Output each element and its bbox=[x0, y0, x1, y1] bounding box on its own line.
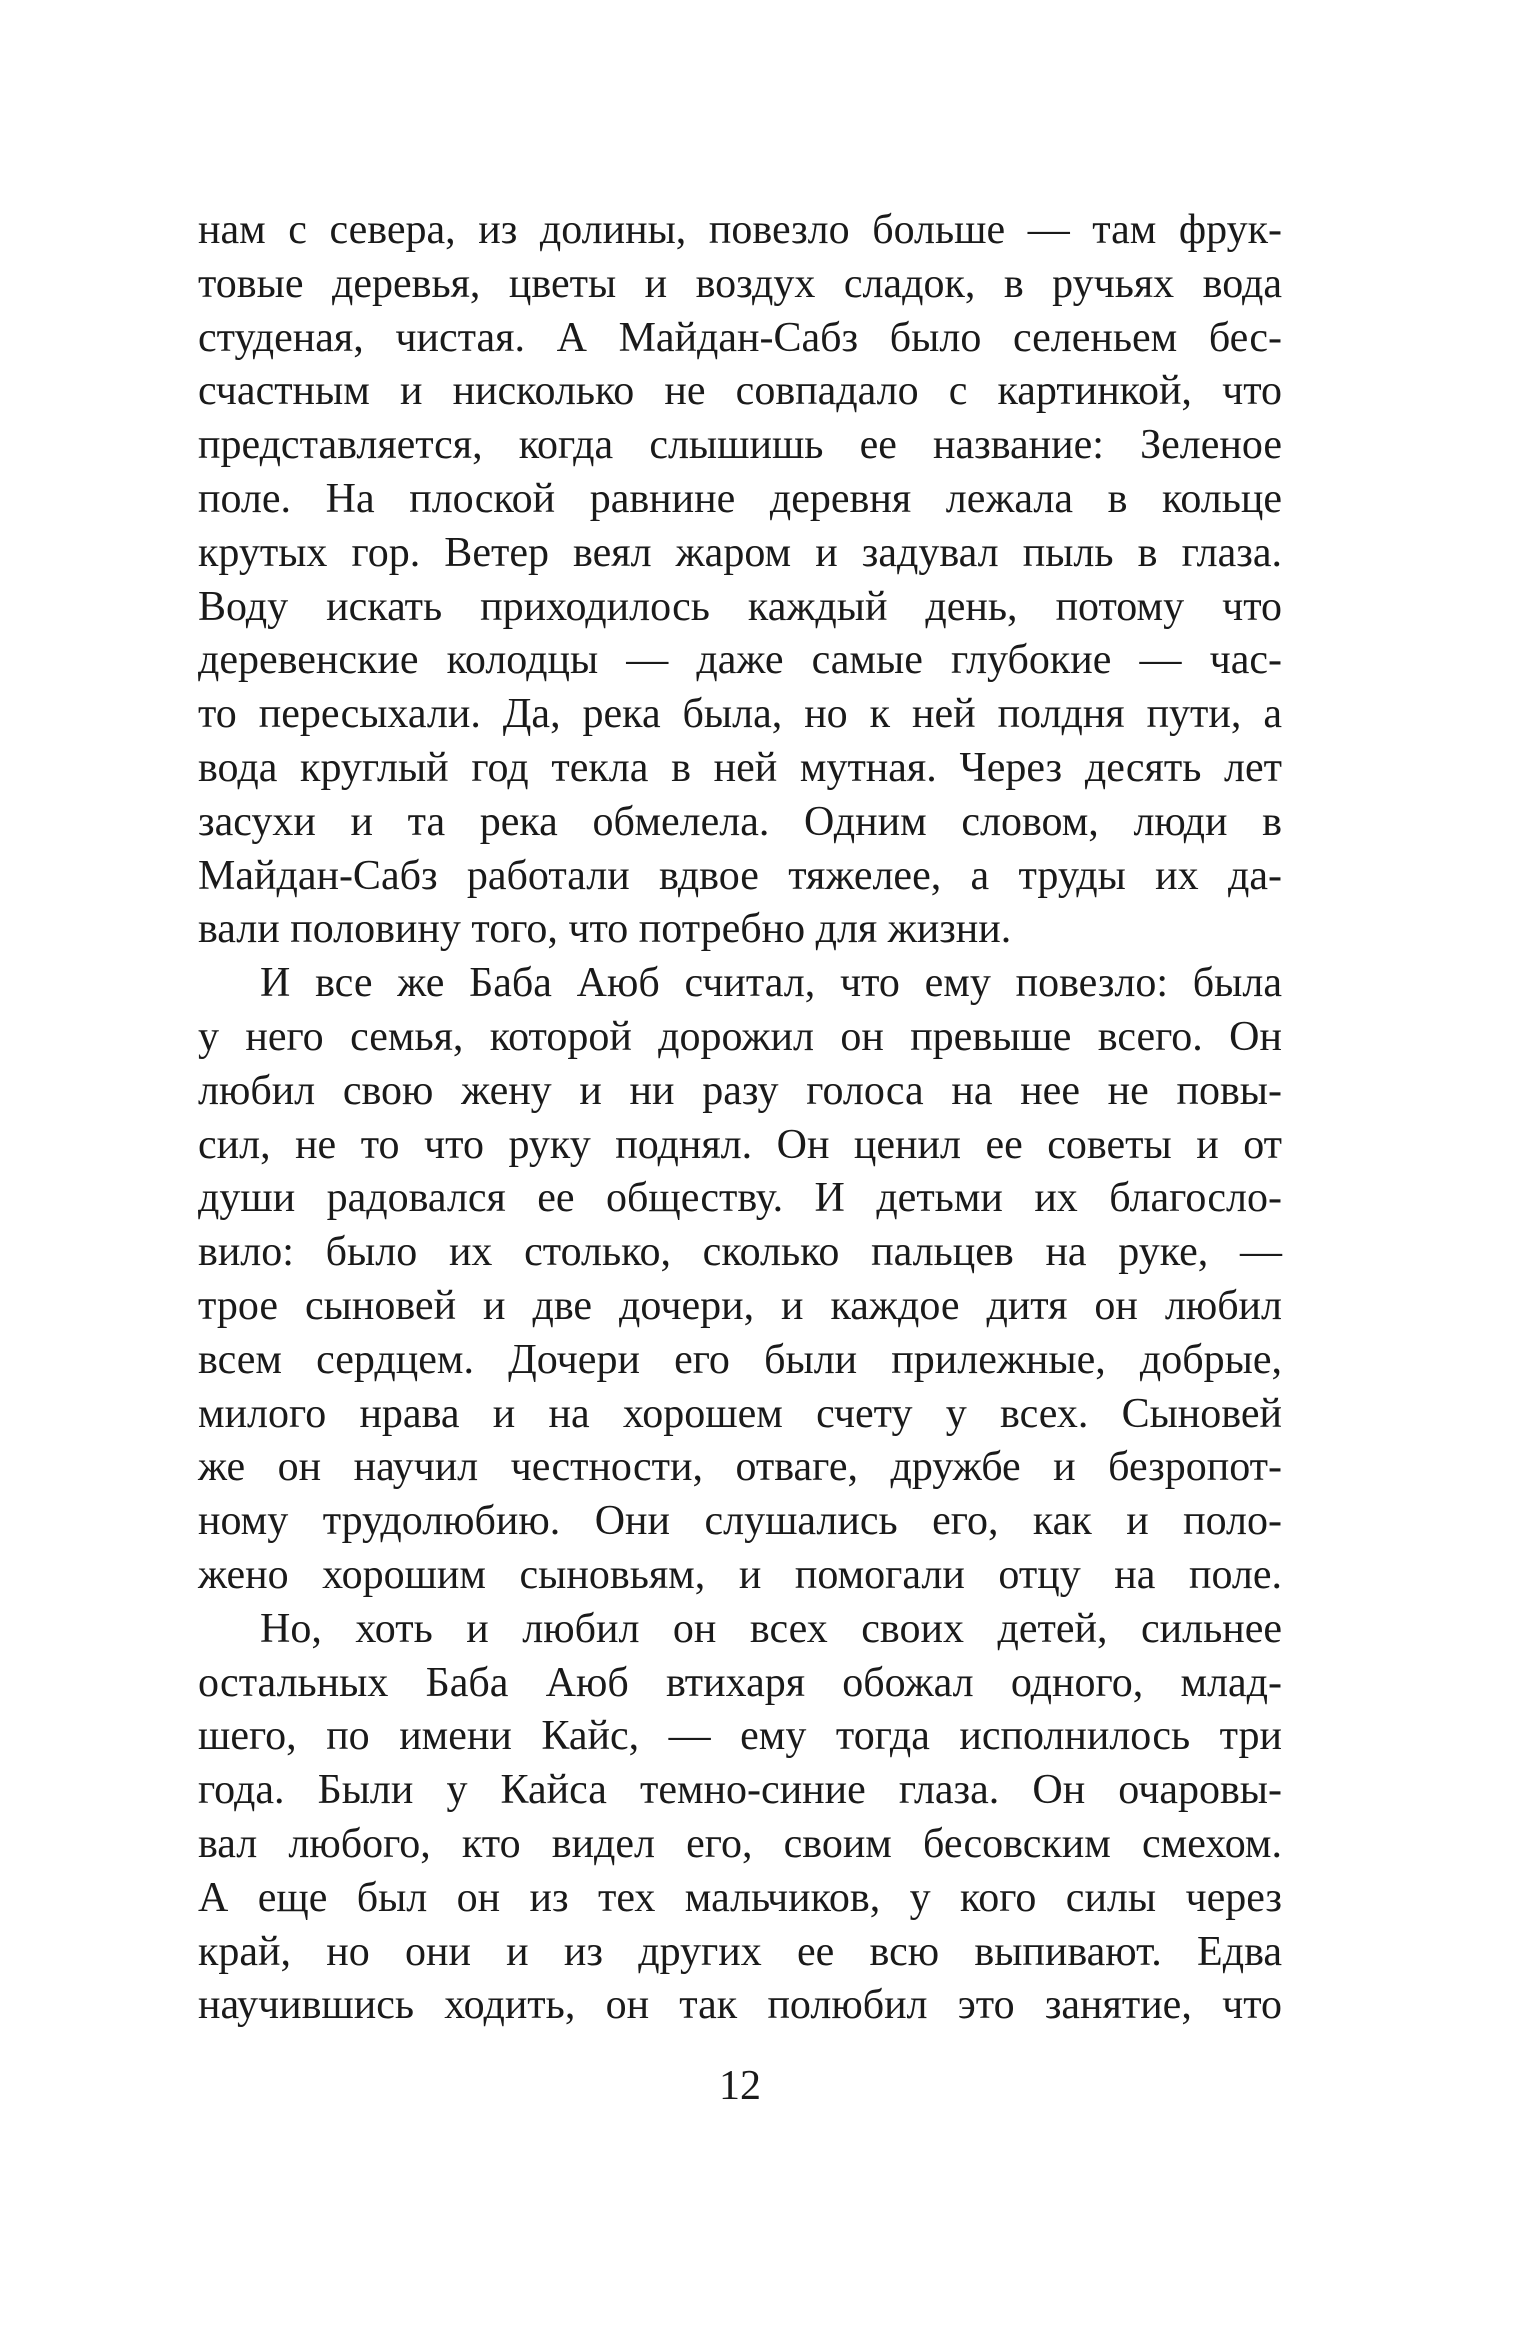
text-line: Воду искать приходилось каждый день, потому что bbox=[198, 583, 1282, 630]
text-line: остальных Баба Аюб втихаря обожал одного, млад- bbox=[198, 1659, 1282, 1706]
text-line: трое сыновей и две дочери, и каждое дитя он любил bbox=[198, 1282, 1282, 1329]
text-line: сил, не то что руку поднял. Он ценил ее советы и от bbox=[198, 1121, 1282, 1168]
text-line: счастным и нисколько не совпадало с картинкой, что bbox=[198, 368, 1282, 415]
text-line: Майдан-Сабз работали вдвое тяжелее, а труды их да- bbox=[198, 852, 1282, 899]
text-line: души радовался ее обществу. И детьми их благосло- bbox=[198, 1175, 1282, 1222]
text-line: вило: было их столько, сколько пальцев на руке, — bbox=[198, 1229, 1282, 1276]
text-line: милого нрава и на хорошем счету у всех. Сыновей bbox=[198, 1390, 1282, 1437]
text-line: край, но они и из других ее всю выпивают. Едва bbox=[198, 1928, 1282, 1975]
page-number: 12 bbox=[719, 2063, 761, 2109]
text-line: любил свою жену и ни разу голоса на нее не повы- bbox=[198, 1067, 1282, 1114]
text-line: у него семья, которой дорожил он превыше всего. Он bbox=[198, 1013, 1282, 1060]
text-line: вал любого, кто видел его, своим бесовским смехом. bbox=[198, 1820, 1282, 1867]
text-line: шего, по имени Кайс, — ему тогда исполнилось три bbox=[198, 1713, 1282, 1760]
text-line: же он научил честности, отваге, дружбе и безропот- bbox=[198, 1444, 1282, 1491]
text-line: то пересыхали. Да, река была, но к ней полдня пути, а bbox=[198, 691, 1282, 738]
text-line: засухи и та река обмелела. Одним словом, люди в bbox=[198, 798, 1282, 845]
text-line: товые деревья, цветы и воздух сладок, в ручьях вода bbox=[198, 260, 1282, 307]
text-line: крутых гор. Ветер веял жаром и задувал пыль в глаза. bbox=[198, 529, 1282, 576]
text-line: представляется, когда слышишь ее название: Зеленое bbox=[198, 422, 1282, 469]
text-line: деревенские колодцы — даже самые глубокие — час- bbox=[198, 637, 1282, 684]
text-line: жено хорошим сыновьям, и помогали отцу на поле. bbox=[198, 1551, 1282, 1598]
text-line: года. Были у Кайса темно-синие глаза. Он очаровы- bbox=[198, 1767, 1282, 1814]
text-line: ному трудолюбию. Они слушались его, как и поло- bbox=[198, 1498, 1282, 1545]
text-line: научившись ходить, он так полюбил это занятие, что bbox=[198, 1982, 1282, 2029]
text-line: И все же Баба Аюб считал, что ему повезло: была bbox=[260, 960, 1282, 1007]
text-line: А еще был он из тех мальчиков, у кого силы через bbox=[198, 1874, 1282, 1921]
text-line: вали половину того, что потребно для жизни. bbox=[198, 906, 1012, 953]
text-line: Но, хоть и любил он всех своих детей, сильнее bbox=[260, 1605, 1282, 1652]
text-line: нам с севера, из долины, повезло больше — там фрук- bbox=[198, 207, 1282, 253]
text-line: всем сердцем. Дочери его были прилежные, добрые, bbox=[198, 1336, 1282, 1383]
text-line: поле. На плоской равнине деревня лежала в кольце bbox=[198, 475, 1282, 522]
body-text bbox=[198, 204, 1282, 2033]
text-line: вода круглый год текла в ней мутная. Через десять лет bbox=[198, 744, 1282, 791]
text-line: студеная, чистая. А Майдан-Сабз было селеньем бес- bbox=[198, 314, 1282, 361]
